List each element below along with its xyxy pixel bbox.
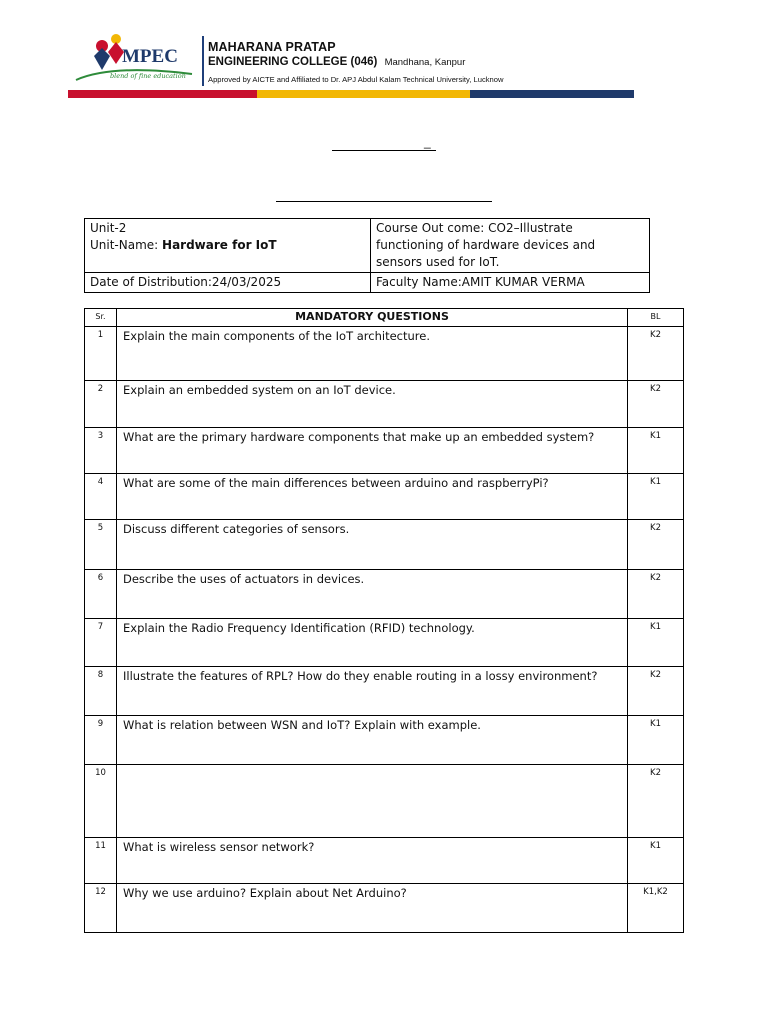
unit-number: Unit-2 [90,221,127,235]
color-bar-blue [470,90,634,98]
course-info-table [84,218,650,293]
bloom-level: K1 [628,428,684,474]
blank-subtitle-line [276,201,492,202]
faculty-name: Faculty Name:AMIT KUMAR VERMA [371,273,650,293]
approval-text: Approved by AICTE and Affiliated to Dr. APJ Abdul Kalam Technical University, Lucknow [208,75,504,84]
header-divider [202,36,204,86]
question-text: Why we use arduino? Explain about Net Arduino? [117,884,628,933]
question-row [85,570,684,619]
question-row [85,474,684,520]
question-text: Illustrate the features of RPL? How do they enable routing in a lossy environment? [117,667,628,716]
college-logo [72,30,200,86]
bloom-level: K1 [628,716,684,765]
question-text [117,765,628,838]
bloom-level: K2 [628,765,684,838]
color-bar-red [68,90,257,98]
question-number: 5 [85,520,117,570]
college-code: (046) [350,56,378,68]
blank-title-line [332,150,436,151]
question-text: What is relation between WSN and IoT? Explain with example. [117,716,628,765]
question-number: 4 [85,474,117,520]
college-name-line2: ENGINEERING COLLEGE [208,56,348,68]
unit-name-line [90,237,365,254]
question-text: What is wireless sensor network? [117,838,628,884]
course-outcome: Course Out come: CO2–Illustrate functioning of hardware devices and sensors used for IoT. [371,219,650,273]
mandatory-questions-table [84,308,684,933]
question-row [85,619,684,667]
question-row [85,884,684,933]
question-number: 1 [85,327,117,381]
question-row [85,667,684,716]
col-sr-header: Sr. [85,309,117,327]
blank-dash: _ [424,135,431,149]
question-number: 8 [85,667,117,716]
question-number: 12 [85,884,117,933]
question-text: Explain an embedded system on an IoT device. [117,381,628,428]
bloom-level: K2 [628,520,684,570]
logo-text: MPEC [122,46,178,67]
question-number: 9 [85,716,117,765]
logo-tagline: blend of fine education [110,72,186,80]
college-name: MAHARANA PRATAP [208,40,336,54]
color-bar-yellow [257,90,470,98]
unit-cell [85,219,371,273]
question-number: 7 [85,619,117,667]
question-text: Discuss different categories of sensors. [117,520,628,570]
bloom-level: K1 [628,619,684,667]
header-color-bar [68,90,634,98]
question-number: 2 [85,381,117,428]
bloom-level: K1 [628,838,684,884]
bloom-level: K1,K2 [628,884,684,933]
college-location: Mandhana, Kanpur [384,57,466,68]
question-number: 11 [85,838,117,884]
bloom-level: K2 [628,327,684,381]
bloom-level: K2 [628,381,684,428]
question-text: Explain the Radio Frequency Identification (RFID) technology. [117,619,628,667]
distribution-date: Date of Distribution:24/03/2025 [85,273,371,293]
question-number: 6 [85,570,117,619]
question-text: Explain the main components of the IoT architecture. [117,327,628,381]
question-number: 10 [85,765,117,838]
question-row [85,716,684,765]
bloom-level: K1 [628,474,684,520]
bloom-level: K2 [628,667,684,716]
question-row [85,381,684,428]
questions-header-row [85,309,684,327]
question-row [85,765,684,838]
bloom-level: K2 [628,570,684,619]
question-row [85,520,684,570]
question-row [85,327,684,381]
question-text: What are the primary hardware components that make up an embedded system? [117,428,628,474]
unit-name: Hardware for IoT [162,238,277,252]
college-subtitle [208,56,465,68]
question-row [85,838,684,884]
col-questions-header: MANDATORY QUESTIONS [117,309,628,327]
question-row [85,428,684,474]
col-bl-header: BL [628,309,684,327]
question-text: What are some of the main differences between arduino and raspberryPi? [117,474,628,520]
question-text: Describe the uses of actuators in devices. [117,570,628,619]
unit-name-label: Unit-Name: [90,238,163,252]
question-number: 3 [85,428,117,474]
